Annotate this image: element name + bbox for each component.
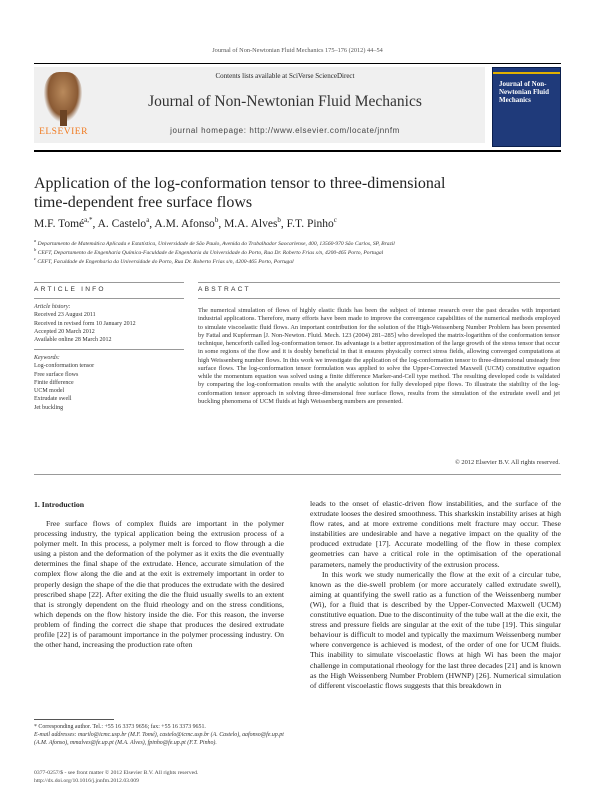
author-list: M.F. Tomé$^{a,*}$, A. Castelo$^a$, A.M. Afonso$^b$, M.A. Alves$^b$, F.T. Pinho$^c$ — [34, 216, 337, 230]
author-sup[interactable]: b — [277, 216, 281, 224]
keyword: Extrudate swell — [34, 396, 72, 403]
abstract-heading: ABSTRACT — [198, 286, 251, 293]
keyword: Finite difference — [34, 379, 74, 386]
affiliation — [34, 256, 574, 265]
affiliation-text: CEFT, Departamento de Engenharia Química-Faculdade de Engenharia da Universidade do Porto, Rua Dr. Roberto Frias s/n, 4200-465 Porto, Portugal — [37, 249, 384, 256]
affiliation-sup: b — [34, 247, 37, 252]
author: M.A. Alves — [224, 217, 278, 230]
intro-col1: Free surface flows of complex fluids are important in the polymer processing industry, the typical application being the extrusion process of a polymer melt. In this process, a polymer melt is forced to flow through a die using a piston and the deformation of the polymer as it exits the die eventually determines the final shape of the extrudate. Hence, accurate simulation of the complex flow along the die and at the exit is extremely important in order to properly design the shape of the die that produces the extrudate with the desired prescribed shape [22]. After exiting the die the fluid usually swells to an extent that is strongly dependent on the fluid rheology and on the stress conditions, which depends on the flow history inside the die. For this reason, the inverse problem of finding the correct die shape that produces the desired extrudate profile [22] is of paramount importance in the polymer processing industry. On the other hand, increasing the production rate often — [34, 519, 284, 650]
email-addresses: E-mail addresses: murilo@icmc.usp.br (M.F. Tomé), castelo@icmc.usp.br (A. Castelo), aafonso@fe.up.pt (A.M. Afonso), mmalves@fe.up.pt (M.A. Alves), fpinho@fe.up.pt (F.T. Pinho). — [34, 732, 284, 746]
journal-title: Journal of Non-Newtonian Fluid Mechanics — [148, 93, 422, 110]
history-label: Article history: — [34, 304, 71, 310]
author-sup[interactable]: c — [333, 216, 337, 224]
info-heading-rule — [34, 298, 184, 299]
contents-line: Contents lists available at SciVerse ScienceDirect — [215, 72, 355, 80]
intro-paragraph: leads to the onset of elastic-driven flow instabilities, and the surface of the extrudate looses the desired smoothness. This sharkskin instability arises at high flow rates, and at more extreme conditions melt fracture may occur. These instabilities are undesirable and have a negative impact on the quality of the produced extrudate [17]. Accurate modelling of the flow in these complex geometries can have a critical role in the optimisation of the operational parameters, namely the productivity of the extrusion process. — [310, 499, 561, 569]
affiliation — [34, 247, 574, 256]
author: F.T. Pinho — [286, 217, 334, 230]
author-sup[interactable]: a,* — [84, 216, 93, 224]
history-item: Available online 28 March 2012 — [34, 337, 112, 344]
abstract-bottom-rule — [34, 474, 561, 475]
header-top-rule — [34, 63, 561, 64]
keywords-label: Keywords: — [34, 355, 60, 361]
abstract-copyright: © 2012 Elsevier B.V. All rights reserved. — [454, 459, 560, 466]
affiliation-sup: a — [34, 238, 37, 243]
keyword: Jet buckling — [34, 404, 64, 411]
history-item: Accepted 20 March 2012 — [34, 328, 95, 335]
keywords — [34, 354, 184, 412]
article-history — [34, 303, 184, 344]
journal-homepage[interactable]: journal homepage: http://www.elsevier.com/locate/jnnfm — [170, 126, 400, 135]
keyword: UCM model — [34, 388, 65, 395]
header-bottom-rule — [34, 150, 561, 152]
journal-cover — [492, 67, 561, 147]
doi-link[interactable]: http://dx.doi.org/10.1016/j.jnnfm.2012.03.009 — [34, 777, 139, 784]
author: M.F. Tomé — [34, 217, 85, 230]
affiliation-text: Departamento de Matemática Aplicada e Estatística, Universidade de São Paulo, Avenida do Trabalhador Saocarlense, 400, 13560-970 São Carlos, SP, Brazil — [37, 240, 395, 247]
footnote-rule — [34, 719, 114, 720]
keyword: Free surface flows — [34, 371, 79, 378]
abstract-text: The numerical simulation of flows of highly elastic fluids has been the subject of intense research over the past decades with important industrial applications. Therefore, many efforts have been made to improve the convergence capabilities of the numerical methods employed to simulate viscoelastic fluid flows. An important contribution for the solution of the High-Weissenberg Number Problem has been presented by Fattal and Kupferman [J. Non-Newton. Fluid. Mech. 123 (2004) 281–285] who developed the matrix-logarithm of the conformation tensor technique, henceforth called log-conformation tensor. Its advantage is a better approximation of the large growth of the stress tensor that occur in some regions of the flow and it is doubly beneficial in that it ensures physically correct stress fields, allowing converged computations at high Weissenberg number flows. In this work we investigate the application of the log-conformation tensor to three-dimensional unsteady free surface flows. The log-conformation tensor formulation was applied to solve the Upper-Convected Maxwell (UCM) constitutive equation while the momentum equation was solved using a finite difference Marker-and-Cell type method. The resulting developed code is validated by comparing the log-conformation results with the analytic solution for fully developed pipe flows. To illustrate the stability of the log-conformation tensor approach in solving three-dimensional free surface flows, results from the simulation of the extrudate swell and jet buckling phenomena of UCM fluids at high Weissenberg numbers are presented. — [198, 307, 560, 405]
author: A.M. Afonso — [154, 217, 215, 230]
affiliation-sup: c — [34, 256, 36, 261]
info-top-rule — [34, 282, 184, 283]
history-item: Received 23 August 2011 — [34, 312, 96, 319]
corresponding-author: * Corresponding author. Tel.: +55 16 3373 9656; fax: +55 16 3373 9651. — [34, 724, 206, 730]
history-divider — [34, 349, 184, 350]
article-title: Application of the log-conformation tensor to three-dimensional time-dependent free surface flows — [34, 175, 446, 211]
publisher-name: ELSEVIER — [39, 127, 88, 137]
affiliation-text: CEFT, Faculdade de Engenharia da Universidade do Porto, Rua Dr. Roberto Frias s/n, 4200-465 Porto, Portugal — [37, 258, 294, 265]
trunk-icon — [60, 110, 67, 126]
cover-band — [493, 72, 560, 74]
section-heading: 1. Introduction — [34, 500, 85, 509]
intro-paragraph: In this work we study numerically the flow at the exit of a circular tube, known as the die-swell problem (or more accurately called extrudate swell), aiming at quantifying the swell ratio as a function of the Weissenberg number (Wi), for a fluid that is described by the Upper-Convected Maxwell (UCM) constitutive equation. Due to the discontinuity of the tube wall at the die exit, the stress and pressure fields are singular at the exit of the tube [19]. This singular behaviour is difficult to model and typically the maximum Weissenberg number where convergence is achieved is modest, of the order of one for UCM fluids. This inability to simulate viscoelastic flows at high Wi has been the major challenge in computational rheology for the last three decades [21] and is known as the High Weissenberg Number Problem (HWNP) [26]. Numerical simulation of different viscoelastic flows suggests that this breakdown in — [310, 569, 561, 690]
author-sup[interactable]: a — [146, 216, 150, 224]
footnote — [34, 723, 284, 747]
abstract-heading-rule — [198, 298, 560, 299]
cover-title: Journal of Non-Newtonian Fluid Mechanics — [499, 80, 549, 104]
front-matter — [34, 770, 334, 785]
history-item: Received in revised form 10 January 2012 — [34, 320, 136, 327]
elsevier-logo — [36, 70, 91, 141]
journal-reference: Journal of Non-Newtonian Fluid Mechanics 175–176 (2012) 44–54 — [212, 47, 383, 54]
abstract-top-rule — [198, 282, 560, 283]
article-info-heading: ARTICLE INFO — [34, 286, 106, 293]
affiliation — [34, 238, 574, 247]
keyword: Log-conformation tensor — [34, 363, 95, 370]
intro-col2 — [310, 499, 561, 691]
issn-line: 0377-0257/$ - see front matter © 2012 Elsevier B.V. All rights reserved. — [34, 770, 199, 776]
author: A. Castelo — [97, 217, 147, 230]
author-sup[interactable]: b — [214, 216, 219, 224]
